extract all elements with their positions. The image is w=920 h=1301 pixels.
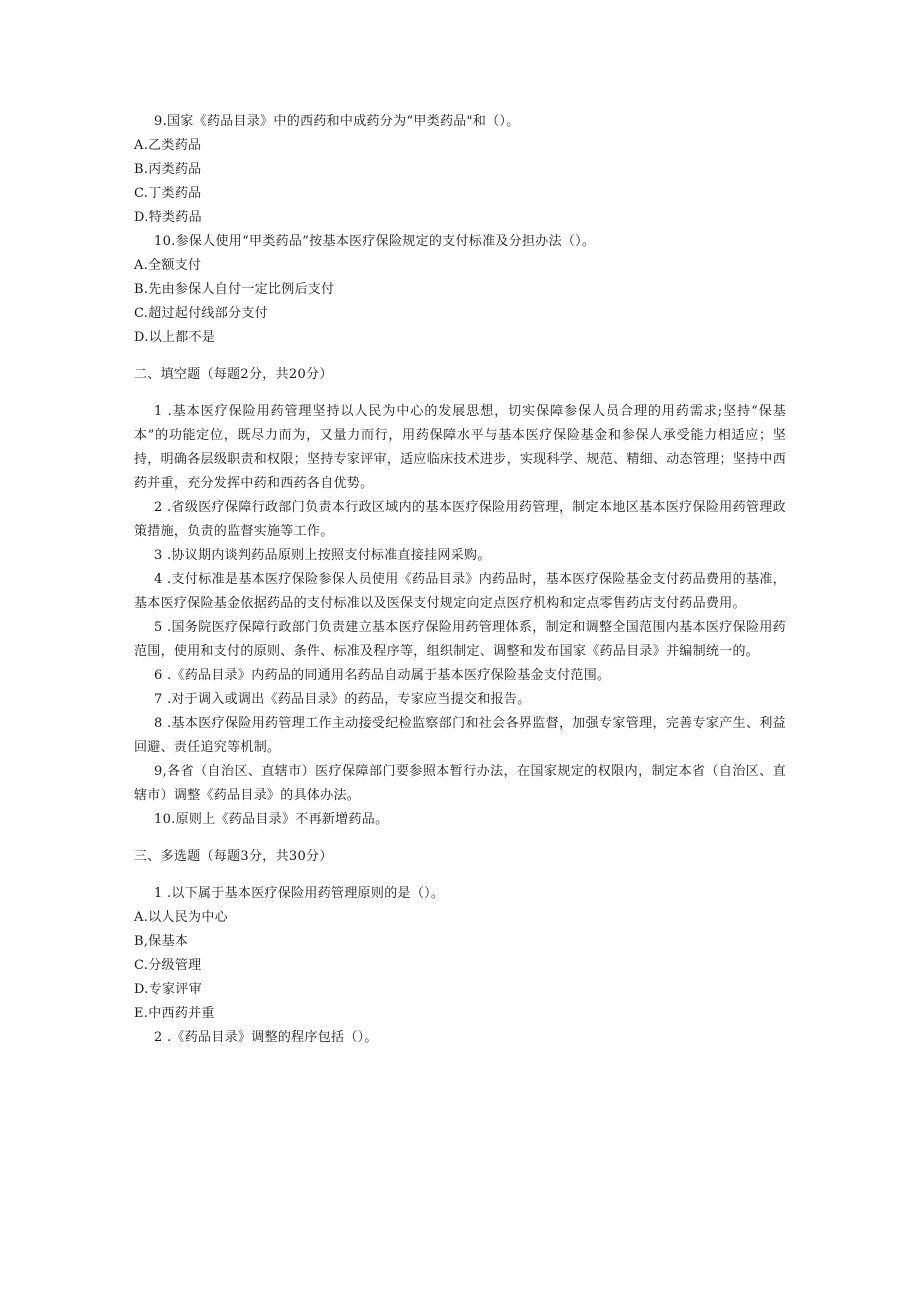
question-10-option-b: B.先由参保人自付一定比例后支付 xyxy=(134,282,335,297)
question-9-option-a: A.乙类药品 xyxy=(134,138,202,153)
mc-question-1-option-e: E.中西药并重 xyxy=(134,1006,215,1021)
fill-blank-item-2: 2 .省级医疗保障行政部门负责本行政区域内的基本医疗保险用药管理，制定本地区基本医疗保险用药管理政策措施，负责的监督实施等工作。 xyxy=(134,500,786,539)
fill-blank-item-5: 5 .国务院医疗保障行政部门负责建立基本医疗保险用药管理体系，制定和调整全国范围内基本医疗保险用药范围，使用和支付的原则、条件、标准及程序等，组织制定、调整和发布国家《药品目录》并编制统一的。 xyxy=(134,620,786,659)
section-heading-fill-blank: 二、填空题（每题2分，共20分） xyxy=(134,367,333,382)
fill-blank-item-3: 3 .协议期内谈判药品原则上按照支付标准直接挂网采购。 xyxy=(154,548,491,563)
fill-blank-item-4: 4 .支付标准是基本医疗保险参保人员使用《药品目录》内药品时，基本医疗保险基金支付药品费用的基准，基本医疗保险基金依据药品的支付标准以及医保支付规定向定点医疗机构和定点零售药店支付药品费用。 xyxy=(134,572,786,611)
question-9-stem: 9.国家《药品目录》中的西药和中成药分为“甲类药品"和（）。 xyxy=(154,114,520,129)
mc-question-1-option-a: A.以人民为中心 xyxy=(134,910,228,925)
section-heading-multiple-choice: 三、多选题（每题3分，共30分） xyxy=(134,849,333,864)
mc-question-1-option-c: C.分级管理 xyxy=(134,958,202,973)
fill-blank-item-1: 1 .基本医疗保险用药管理坚持以人民为中心的发展思想，切实保障参保人员合理的用药需求;坚持“保基本”的功能定位，既尽力而为，又量力而行，用药保障水平与基本医疗保险基金和参保人承受能力相适应；坚持，明确各层级职责和权限；坚持专家评审，适应临床技术进步，实现科学、规范、精细、动态管理；坚持中西药并重，充分发挥中药和西药各自优势。 xyxy=(134,404,786,491)
mc-question-1-stem: 1 .以下属于基本医疗保险用药管理原则的是（）。 xyxy=(154,886,445,901)
question-10-option-c: C.超过起付线部分支付 xyxy=(134,306,268,321)
fill-blank-item-8: 8 .基本医疗保险用药管理工作主动接受纪检监察部门和社会各界监督，加强专家管理，完善专家产生、利益回避、责任追究等机制。 xyxy=(134,716,786,755)
question-9-option-c: C.丁类药品 xyxy=(134,186,202,201)
mc-question-1-option-b: B,保基本 xyxy=(134,934,189,949)
fill-blank-item-7: 7 .对于调入或调出《药品目录》的药品，专家应当提交和报告。 xyxy=(154,692,531,707)
question-10-stem: 10.参保人使用“甲类药品”按基本医疗保险规定的支付标准及分担办法（）。 xyxy=(154,234,596,249)
mc-question-1-option-d: D.专家评审 xyxy=(134,982,202,997)
fill-blank-item-10: 10.原则上《药品目录》不再新增药品。 xyxy=(154,812,389,827)
document-content xyxy=(134,110,786,1050)
question-10-option-a: A.全额支付 xyxy=(134,258,202,273)
fill-blank-item-9: 9,各省（自治区、直辖市）医疗保障部门要参照本暂行办法，在国家规定的权限内，制定本省（自治区、直辖市）调整《药品目录》的具体办法。 xyxy=(134,764,786,803)
question-9-option-d: D.特类药品 xyxy=(134,210,202,225)
question-9-option-b: B.丙类药品 xyxy=(134,162,202,177)
mc-question-2-stem: 2 .《药品目录》调整的程序包括（）。 xyxy=(154,1030,378,1045)
question-10-option-d: D.以上都不是 xyxy=(134,330,216,345)
fill-blank-item-6: 6 .《药品目录》内药品的同通用名药品自动属于基本医疗保险基金支付范围。 xyxy=(154,668,611,683)
